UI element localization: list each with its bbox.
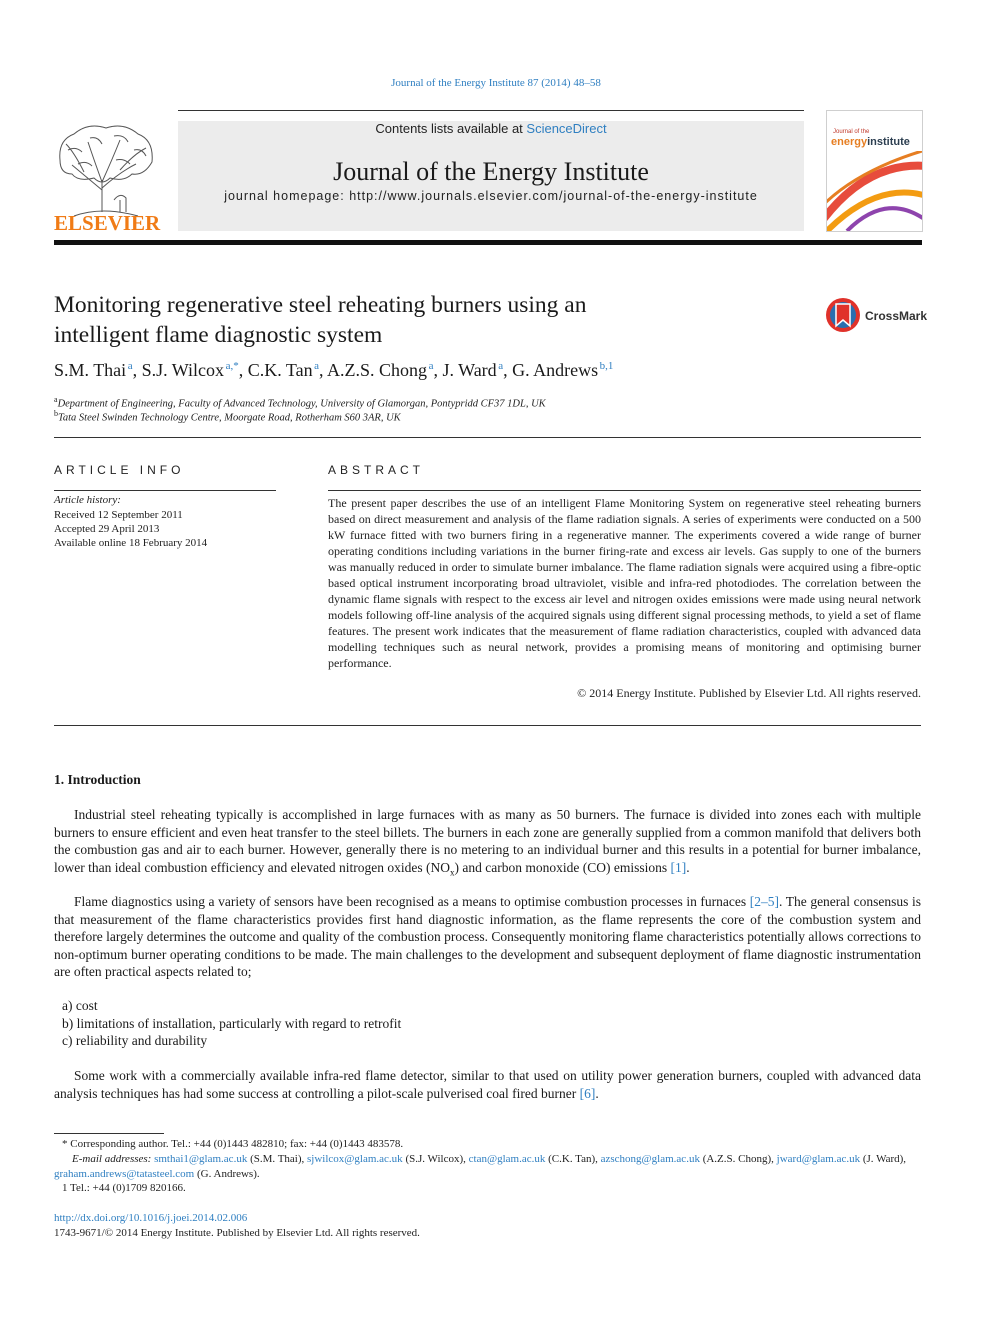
abstract-bottom-rule [54,725,921,726]
doi-link[interactable]: http://dx.doi.org/10.1016/j.joei.2014.02.006 [54,1212,248,1224]
list-item-cost: a) cost [62,998,98,1013]
citation-2-5-link[interactable]: [2–5] [749,894,779,909]
email-tan-link[interactable]: ctan@glam.ac.uk [468,1153,546,1165]
intro-paragraph-1: Industrial steel reheating typically is accomplished in large furnaces with as many as 50 burners. The furnace is divided into zones each with multiple burners to ensure efficient and even heat transfer to the steel billets. The burners in each zone are generally supplied from a common manifold that delivers both the combustion gas and air to each burner. However, generally there is no metering to an individual burner and this results in a potential for burner imbalance, lower than ideal combustion efficiency and elevated nitrogen oxides $(NO_x)$ and carbon monoxide (CO) emissions [1]. [54,807,921,878]
journal-reference[interactable]: Journal of the Energy Institute 87 (2014) 48–58 [391,77,601,89]
crossmark-icon [824,296,862,334]
footnote-rule [54,1133,164,1134]
email-footnote: E-mail addresses: smthai1@glam.ac.uk (S.M. Thai), sjwilcox@glam.ac.uk (S.J. Wilcox), ctan@glam.ac.uk (C.K. Tan), azschong@glam.ac.uk (A.Z.S. Chong), jward@glam.ac.uk (J. Ward), graham.andrews@tatasteel.com (G. Andrews). [54,1153,907,1180]
list-item-installation: b) limitations of installation, particularly with regard to retrofit [62,1016,402,1031]
citation-1-link[interactable]: [1] [670,859,687,875]
author-3[interactable]: C.K. Tan $^a$, [247,360,328,380]
affiliation-a: $^a$Department of Engineering, Faculty of Advanced Technology, University of Glamorgan, Pontypridd CF37 1DL, UK [54,395,546,410]
email-wilcox-link[interactable]: sjwilcox@glam.ac.uk [307,1153,403,1165]
email-ward-link[interactable]: jward@glam.ac.uk [776,1153,861,1165]
email-chong-link[interactable]: azschong@glam.ac.uk [600,1153,700,1165]
email-andrews-link[interactable]: graham.andrews@tatasteel.com [54,1167,195,1180]
abstract-heading: ABSTRACT [328,463,425,477]
received-date: Received 12 September 2011 [54,509,183,521]
author-2[interactable]: S.J. Wilcox $^{a,*}$, [141,360,248,380]
author-4[interactable]: A.Z.S. Chong $^a$, [327,360,443,380]
journal-title: Journal of the Energy Institute [333,157,649,186]
article-title-line-1: Monitoring regenerative steel reheating burners using an [54,292,587,318]
article-info-heading: ARTICLE INFO [54,463,185,477]
article-title [54,290,754,350]
title-bottom-rule [54,437,921,438]
cover-title [831,136,910,148]
article-info-rule [54,490,276,491]
section-heading-introduction: 1. Introduction [54,772,141,787]
author-list [54,360,854,381]
list-item-reliability: c) reliability and durability [62,1033,208,1048]
corresponding-author-footnote: * Corresponding author. Tel.: +44 (0)1443 482810; fax: +44 (0)1443 483578. [62,1138,404,1150]
elsevier-wordmark: ELSEVIER [54,211,161,235]
accepted-date: Accepted 29 April 2013 [54,523,160,535]
header-thick-rule [54,240,922,245]
contents-available-line [178,121,804,136]
cover-title-energy: energy [831,136,868,148]
crossmark-label: CrossMark [865,309,928,323]
author-6[interactable]: G. Andrews $^{b,1}$ [512,360,614,380]
email-thai-link[interactable]: smthai1@glam.ac.uk [154,1153,248,1165]
cover-top-text: Journal of the [833,129,870,135]
journal-cover-thumbnail[interactable] [826,110,923,232]
affiliation-b: $^b$Tata Steel Swinden Technology Centre, Moorgate Road, Rotherham S60 3AR, UK [54,409,401,424]
crossmark-badge[interactable] [824,296,934,336]
contents-prefix: Contents lists available at [375,121,527,136]
citation-6-link[interactable]: [6] [579,1085,596,1101]
cover-title-institute: institute [867,136,910,148]
article-title-line-2: intelligent flame diagnostic system [54,322,383,348]
author-1[interactable]: S.M. Thai $^a$, [54,360,142,380]
article-history-label: Article history: [54,494,121,506]
online-date: Available online 18 February 2014 [54,537,208,549]
author-5[interactable]: J. Ward $^a$, [442,360,513,380]
abstract-copyright: © 2014 Energy Institute. Published by Elsevier Ltd. All rights reserved. [577,686,921,700]
abstract-rule [328,490,921,491]
header-top-rule [178,110,804,111]
intro-paragraph-2: Flame diagnostics using a variety of sensors have been recognised as a means to optimise combustion processes in furnaces [2–5]. The general consensus is that measurement of the flame characteristics provides first hand diagnostic information, as the flame represents the core of the combustion system and therefore largely determines the outcome and quality of the combustion process. Consequently monitoring flame characteristics potentially allows corrections to non-optimum burner operating conditions to be made. The main challenges to the development and subsequent deployment of flame diagnostic instrumentation are often practical aspects related to; [54,894,921,979]
issn-copyright: 1743-9671/© 2014 Energy Institute. Published by Elsevier Ltd. All rights reserved. [54,1227,420,1239]
abstract-text: The present paper describes the use of an intelligent Flame Monitoring System on regenerative steel reheating burners based on direct measurement and analysis of the flame radiation signals. A series of experiments were conducted on a 500 kW furnace fitted with two burners firing in a regenerative manner. The experiments covered a wide range of burner operating conditions including variations in the burner firing-rate and excess air levels. Gas supply to one of the burners was manually reduced in order to simulate burner imbalance. The flame radiation signals were acquired using a fibre-optic based optical instrument incorporating broad ultraviolet, visible and infra-red photodiodes. The correlation between the dynamic flame signals with respect to the excess air level and nitrogen oxides emissions were made using neural network models following off-line analysis of the acquired signals using different signal processing methods, to yield a set of flame features. The present work indicates that the measurement of flame radiation characteristics, coupled with advanced data modelling techniques such as neural network, provides a promising means of monitoring and optimising burner performance. [328,496,921,670]
cover-swoosh-graphic-icon [827,151,922,231]
journal-homepage[interactable]: journal homepage: http://www.journals.elsevier.com/journal-of-the-energy-institute [224,189,758,203]
telephone-footnote: 1 Tel.: +44 (0)1709 820166. [62,1182,186,1194]
intro-paragraph-3: Some work with a commercially available infra-red flame detector, similar to that used on utility power generation burners, coupled with advanced data analysis techniques has had some success at controlling a pilot-scale pulverised coal fired burner [6]. [54,1068,921,1101]
sciencedirect-link[interactable]: ScienceDirect [526,121,607,136]
